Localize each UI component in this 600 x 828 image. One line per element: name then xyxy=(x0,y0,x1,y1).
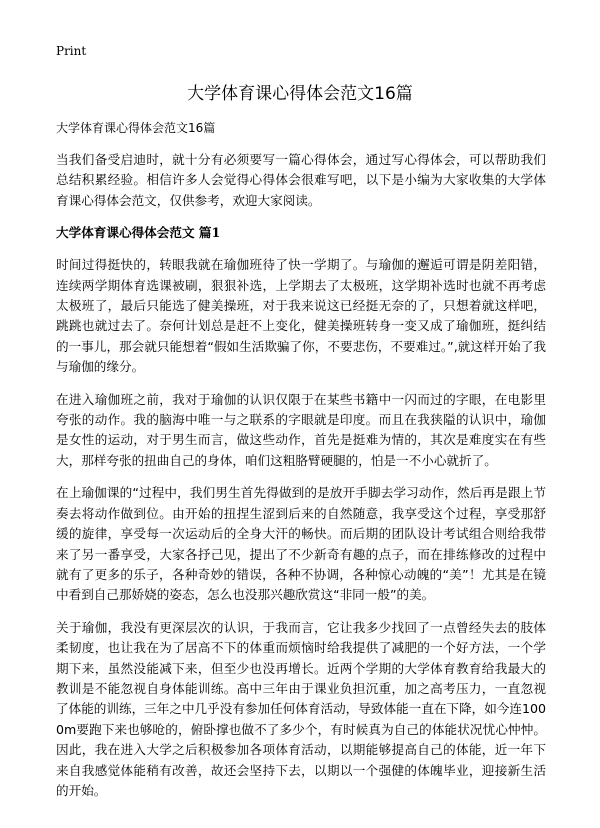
document-subtitle: 大学体育课心得体会范文16篇 xyxy=(56,121,216,135)
print-link[interactable]: Print xyxy=(56,44,87,58)
body-paragraph-1: 时间过得挺快的，转眼我就在瑜伽班待了快一学期了。与瑜伽的邂逅可谓是阴差阳错，连续两学期体育选课被刷，狠狠补选，上学期去了太极班，这学期补选时也就不再考虑太极班了，最后只能选了健美操班，对于我来说这已经挺无奈的了，只想着就这样吧，跳跳也就过去了。奈何计划总是赶不上变化，健美操班转身一变又成了瑜伽班，挺纠结的一事儿，那会就只能想着“假如生活欺骗了你，不要悲伤，不要难过。”,就这样开始了我与瑜伽的缘分。 xyxy=(56,257,546,375)
body-paragraph-2: 在进入瑜伽班之前，我对于瑜伽的认识仅限于在某些书籍中一闪而过的字眼，在电影里夸张的动作。我的脑海中唯一与之联系的字眼就是印度。而且在我狭隘的认识中，瑜伽是女性的运动，对于男生而言，做这些动作，首先是挺难为情的，其次是难度实在有些大，那样夸张的扭曲自己的身体，咱们这粗胳臂硬腿的，怕是一不小心就折了。 xyxy=(56,391,546,468)
intro-paragraph: 当我们备受启迪时，就十分有必须要写一篇心得体会，通过写心得体会，可以帮助我们总结积累经验。相信许多人会觉得心得体会很难写吧，以下是小编为大家收集的大学体育课心得体会范文，仅供参考，欢迎大家阅读。 xyxy=(56,152,546,208)
body-paragraph-3: 在上瑜伽课的“过程中，我们男生首先得做到的是放开手脚去学习动作，然后再是跟上节奏去将动作做到位。由开始的扭捏生涩到后来的自然随意，我享受这个过程，享受那舒缓的旋律，享受每一次运动后的全身大汗的畅快。而后期的团队设计考试组合则给我带来了另一番享受，大家各抒己见，提出了不少新奇有趣的点子，而在排练修改的过程中就有了更多的乐子，各种奇妙的错误，各种不协调，各种惊心动魄的“美”！尤其是在镜中看到自己那娇娆的姿态，怎么也没那兴趣欣赏这“非同一般”的美。 xyxy=(56,485,546,603)
section-heading: 大学体育课心得体会范文 篇1 xyxy=(56,225,221,241)
body-paragraph-4: 关于瑜伽，我没有更深层次的认识，于我而言，它让我多少找回了一点曾经失去的肢体柔韧度，也让我在为了居高不下的体重而烦恼时给我提供了减肥的一个好方法，一个学期下来，虽然没能减下来，但至少也没再增长。近两个学期的大学体育教育给我最大的教训是不能忽视自身体能训练。高中三年由于课业负担沉重，加之高考压力，一直忽视了体能的训练，三年之中几乎没有参加任何体育活动，导致体能一直在下降，如今连1000m要跑下来也够呛的，俯卧撑也做不了多少个，有时候真为自己的体能状况忧心忡忡。因此，我在进入大学之后积极参加各项体育活动，以期能够提高自己的体能，近一年下来自我感觉体能稍有改善，故还会坚持下去，以期以一个强健的体魄毕业，迎接新生活的开始。 xyxy=(56,619,547,798)
document-title: 大学体育课心得体会范文16篇 xyxy=(187,84,413,104)
document-body xyxy=(56,118,546,813)
